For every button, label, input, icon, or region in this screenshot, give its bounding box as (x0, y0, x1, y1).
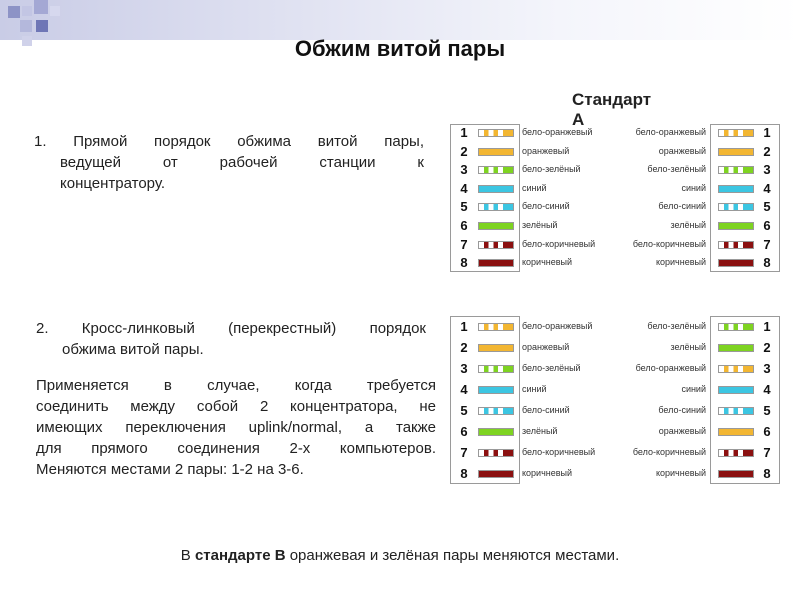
left-wire-name: бело-коричневый (522, 446, 596, 457)
decor-square (20, 20, 32, 32)
left-pin-number: 4 (460, 180, 468, 196)
left-wire-name: бело-зелёный (522, 362, 581, 373)
left-wire-name: оранжевый (522, 145, 570, 156)
right-wire-name: бело-синий (658, 201, 706, 212)
left-wire-name: коричневый (522, 467, 573, 478)
left-pin-number: 2 (460, 339, 468, 355)
left-wire-swatch (478, 259, 514, 267)
item-2-line: обжима витой пары. (62, 341, 204, 358)
left-wire-name: зелёный (522, 220, 558, 230)
right-wire-swatch (718, 365, 754, 373)
explanation-line: соединить между собой 2 концентратора, не (36, 398, 436, 415)
wire-row (450, 143, 780, 161)
decor-square (8, 6, 20, 18)
right-pin-number: 8 (763, 465, 771, 481)
left-wire-name: бело-синий (522, 404, 570, 415)
left-wire-swatch (478, 470, 514, 478)
right-wire-name: бело-коричневый (632, 238, 706, 249)
left-pin-number: 5 (460, 402, 468, 418)
left-wire-name: синий (522, 383, 547, 394)
straight-wiring-table (450, 124, 780, 272)
wire-row (450, 124, 780, 142)
right-pin-number: 7 (763, 444, 771, 460)
right-wire-name: коричневый (655, 257, 706, 268)
right-wire-swatch (718, 259, 754, 267)
explanation-line: для прямого соединения 2-х компьютеров. (36, 440, 436, 457)
right-wire-swatch (718, 449, 754, 457)
decor-square (50, 6, 60, 16)
wire-row (450, 180, 780, 198)
left-wire-swatch (478, 166, 514, 174)
right-wire-swatch (718, 222, 754, 230)
decor-square (22, 6, 32, 16)
right-pin-number: 4 (763, 180, 771, 196)
right-pin-number: 3 (763, 162, 771, 178)
wire-row (450, 254, 780, 272)
page-title: Обжим витой пары (294, 36, 506, 61)
right-wire-name: бело-зелёный (647, 320, 706, 331)
left-wire-name: бело-зелёный (522, 164, 581, 175)
left-wire-name: коричневый (522, 257, 573, 268)
right-wire-name: синий (681, 182, 706, 193)
wire-row (450, 358, 780, 379)
wire-row (450, 337, 780, 358)
left-wire-name: бело-оранжевый (522, 127, 593, 137)
right-pin-number: 2 (763, 339, 771, 355)
right-wire-swatch (718, 323, 754, 331)
explanation-line: Меняются местами 2 пары: 1-2 на 3-6. (36, 461, 304, 478)
left-wire-swatch (478, 185, 514, 193)
right-wire-name: зелёный (670, 220, 706, 230)
right-pin-number: 6 (763, 423, 771, 439)
wire-row (450, 217, 780, 235)
left-pin-number: 2 (460, 143, 468, 159)
footer-note (0, 547, 800, 564)
standard-label: Стандарт А (572, 90, 652, 129)
left-pin-number: 5 (460, 199, 468, 215)
item-1-line: 1. Прямой порядок обжима витой пары, (34, 133, 424, 150)
footer-bold: стандарте В (194, 547, 286, 564)
left-pin-number: 6 (460, 218, 468, 233)
right-pin-number: 3 (763, 360, 771, 376)
left-pin-number: 8 (460, 465, 468, 481)
right-pin-number: 1 (763, 318, 771, 334)
right-pin-number: 8 (763, 255, 771, 271)
right-wire-name: бело-коричневый (632, 446, 706, 457)
left-pin-number: 3 (460, 162, 468, 178)
right-wire-swatch (718, 203, 754, 211)
right-pin-number: 6 (763, 218, 771, 233)
decor-square (34, 0, 48, 14)
left-wire-swatch (478, 203, 514, 211)
left-wire-name: бело-коричневый (522, 238, 596, 249)
left-wire-swatch (478, 241, 514, 249)
right-wire-swatch (718, 166, 754, 174)
explanation-line: имеющих переключения uplink/normal, а также (36, 419, 436, 436)
right-wire-name: оранжевый (658, 425, 706, 436)
right-pin-number: 1 (763, 125, 771, 140)
left-pin-number: 1 (460, 125, 468, 140)
right-wire-name: зелёный (670, 341, 706, 352)
left-pin-number: 6 (460, 423, 468, 439)
right-wire-name: бело-оранжевый (635, 127, 706, 137)
header-gradient-bar (0, 0, 800, 40)
right-wire-swatch (718, 428, 754, 436)
right-wire-name: бело-синий (658, 404, 706, 415)
wire-row (450, 463, 780, 484)
wire-row (450, 442, 780, 463)
left-wire-name: оранжевый (522, 341, 570, 352)
explanation-line: Применяется в случае, когда требуется (36, 377, 436, 394)
item-1-line: ведущей от рабочей станции к (60, 154, 424, 171)
left-wire-swatch (478, 323, 514, 331)
left-wire-swatch (478, 386, 514, 394)
left-wire-swatch (478, 222, 514, 230)
left-wire-name: зелёный (522, 425, 558, 436)
left-wire-name: синий (522, 182, 547, 193)
crossover-wiring-table (450, 316, 780, 484)
right-wire-name: синий (681, 383, 706, 394)
left-wire-swatch (478, 407, 514, 415)
item-2-line: 2. Кросс-линковый (перекрестный) порядок (36, 320, 426, 337)
left-wire-swatch (478, 148, 514, 156)
right-wire-swatch (718, 470, 754, 478)
left-wire-name: бело-оранжевый (522, 320, 593, 331)
left-pin-number: 8 (460, 255, 468, 271)
left-wire-swatch (478, 365, 514, 373)
right-pin-number: 5 (763, 402, 771, 418)
wire-row (450, 400, 780, 421)
right-wire-swatch (718, 129, 754, 137)
right-wire-swatch (718, 185, 754, 193)
right-pin-number: 5 (763, 199, 771, 215)
left-wire-name: бело-синий (522, 201, 570, 212)
item-2-paragraph (36, 318, 426, 360)
right-wire-swatch (718, 407, 754, 415)
wire-row (450, 161, 780, 179)
right-wire-swatch (718, 344, 754, 352)
wire-row (450, 198, 780, 216)
right-wire-swatch (718, 241, 754, 249)
left-pin-number: 3 (460, 360, 468, 376)
wire-row (450, 236, 780, 254)
footer-prefix: В (180, 547, 195, 564)
item-1-paragraph (34, 131, 424, 194)
left-pin-number: 1 (460, 318, 468, 334)
left-pin-number: 4 (460, 381, 468, 397)
decor-square (36, 20, 48, 32)
left-wire-swatch (478, 344, 514, 352)
right-pin-number: 4 (763, 381, 771, 397)
footer-suffix: оранжевая и зелёная пары меняются местами. (285, 547, 620, 564)
right-pin-number: 2 (763, 143, 771, 159)
right-wire-name: бело-зелёный (647, 164, 706, 175)
right-wire-name: коричневый (655, 467, 706, 478)
item-1-line: концентратору. (60, 175, 166, 192)
right-pin-number: 7 (763, 236, 771, 252)
explanation-paragraph (36, 375, 436, 480)
left-wire-swatch (478, 449, 514, 457)
wire-row (450, 421, 780, 442)
left-wire-swatch (478, 428, 514, 436)
right-wire-name: оранжевый (658, 145, 706, 156)
left-wire-swatch (478, 129, 514, 137)
wire-row (450, 379, 780, 400)
right-wire-swatch (718, 148, 754, 156)
left-pin-number: 7 (460, 236, 468, 252)
left-pin-number: 7 (460, 444, 468, 460)
right-wire-name: бело-оранжевый (635, 362, 706, 373)
right-wire-swatch (718, 386, 754, 394)
wire-row (450, 316, 780, 337)
